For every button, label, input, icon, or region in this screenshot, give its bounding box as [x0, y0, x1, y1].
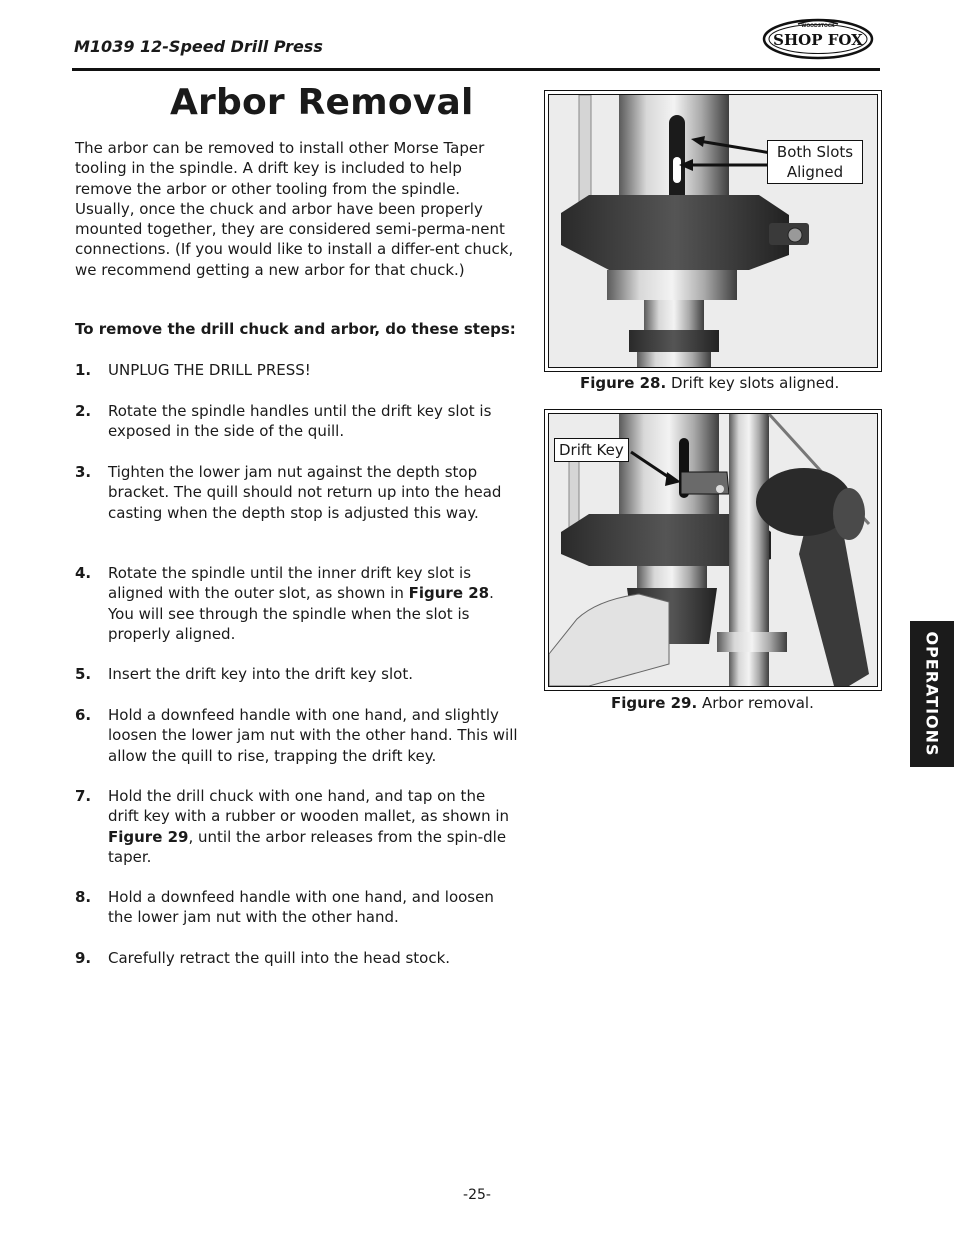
shop-fox-logo — [762, 18, 874, 60]
step-number: 5. — [75, 665, 92, 683]
both-slots-aligned-callout: Both Slots Aligned — [767, 140, 863, 184]
figure-29-reference: Figure 29 — [108, 827, 189, 846]
step-number: 8. — [75, 888, 92, 906]
manual-title: M1039 12-Speed Drill Press — [74, 37, 323, 56]
step-6 — [75, 705, 520, 766]
step-number: 1. — [75, 361, 92, 379]
drift-key-callout: Drift Key — [554, 438, 629, 462]
step-text: Rotate the spindle handles until the drift key slot is exposed in the side of the quill. — [108, 402, 492, 441]
step-text: Rotate the spindle until the inner drift key slot is aligned with the outer slot, as shown in Figure 28. You will see through the spindle when the slot is properly aligned. — [108, 564, 494, 643]
section-tab-label: OPERATIONS — [922, 631, 942, 757]
step-text: Hold a downfeed handle with one hand, and loosen the lower jam nut with the other hand. — [108, 888, 494, 927]
figure-28-photo — [548, 94, 878, 368]
step-5 — [75, 664, 525, 684]
step-number: 9. — [75, 949, 92, 967]
step-8 — [75, 887, 515, 928]
step-text: Hold the drill chuck with one hand, and tap on the drift key with a rubber or wooden mallet, as shown in Figure 29, until the arbor releases from the spin-dle taper. — [108, 787, 510, 866]
step-3 — [75, 462, 515, 523]
step-text: Tighten the lower jam nut against the depth stop bracket. The quill should not return up into the head casting when the depth stop is adjusted this way. — [108, 463, 502, 522]
operations-section-tab — [910, 621, 954, 767]
figure-28-reference: Figure 28 — [408, 584, 490, 603]
logo-text: SHOP FOX — [773, 31, 863, 49]
figure-29 — [544, 409, 882, 691]
step-number: 3. — [75, 463, 92, 481]
step-1 — [75, 360, 525, 380]
figure-28-caption: Figure 28. Drift key slots aligned. — [580, 374, 840, 392]
logo-small-text: WOODSTOCK — [801, 24, 835, 29]
step-7 — [75, 786, 520, 867]
page-number: -25- — [463, 1187, 491, 1203]
step-number: 6. — [75, 706, 92, 724]
step-text: Insert the drift key into the drift key slot. — [108, 665, 413, 683]
intro-paragraph: The arbor can be removed to install other Morse Taper tooling in the spindle. A drift key is included to help remove the arbor or other tooling from the spindle. Usually, once the chuck and arbor have been properly mounted together, they are considered semi-perma-nent connections. (If you would like to install a differ-ent chuck, we recommend getting a new arbor for that chuck.) — [75, 139, 514, 279]
steps-heading: To remove the drill chuck and arbor, do these steps: — [75, 320, 516, 338]
step-number: 4. — [75, 564, 92, 582]
step-number: 7. — [75, 787, 92, 805]
page-title: Arbor Removal — [170, 82, 474, 123]
step-number: 2. — [75, 402, 92, 420]
header-divider — [72, 68, 880, 71]
step-text: Carefully retract the quill into the head stock. — [108, 949, 451, 967]
step-text: UNPLUG THE DRILL PRESS! — [108, 361, 311, 379]
drill-press-quill-illustration — [549, 95, 877, 367]
step-4 — [75, 563, 520, 644]
figure-28 — [544, 90, 882, 372]
figure-29-caption: Figure 29. Arbor removal. — [611, 694, 814, 712]
step-text: Hold a downfeed handle with one hand, and slightly loosen the lower jam nut with the other hand. This will allow the quill to rise, trapping the drift key. — [108, 706, 518, 765]
step-2 — [75, 401, 525, 442]
step-9 — [75, 948, 525, 968]
